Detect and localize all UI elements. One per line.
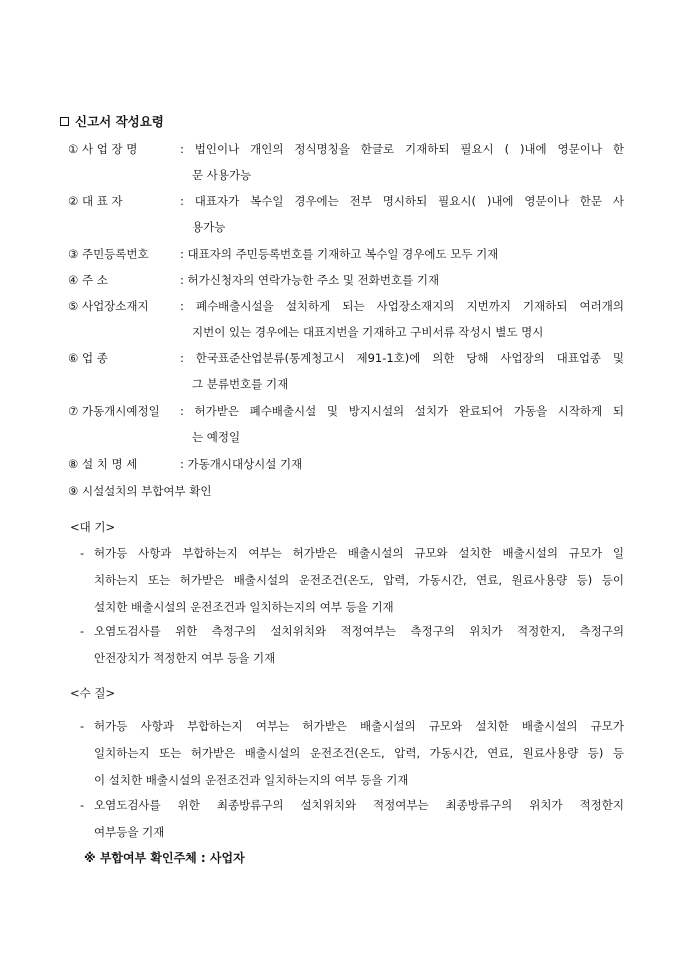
- item-label: ⑥ 업 종: [68, 351, 108, 365]
- item-text-line: 문 사용가능: [192, 168, 252, 182]
- confirmation-note: ※ 부합여부 확인주체 : 사업자: [84, 851, 245, 865]
- item-label: ⑧ 설 치 명 세: [68, 457, 138, 471]
- bullet-line: 설치한 배출시설의 운전조건과 일치하는지의 여부 등을 기재: [94, 600, 394, 614]
- air-bullet: [80, 540, 624, 621]
- section-heading: [60, 112, 164, 130]
- item-text-line: : 가동개시대상시설 기재: [180, 457, 303, 471]
- bullet-dash: -: [80, 546, 85, 560]
- item-text-line: : 허가받은 폐수배출시설 및 방지시설의 설치가 완료되어 가동을 시작하게 되: [180, 404, 624, 418]
- bullet-line: 오염도검사를 위한 측정구의 설치위치와 적정여부는 측정구의 위치가 적정한지, 측정구의: [94, 624, 624, 638]
- item-text-line: 그 분류번호를 기재: [192, 377, 289, 391]
- item-text-line: : 법인이나 개인의 정식명칭을 한글로 기재하되 필요시 ( )내에 영문이나 한: [180, 142, 624, 156]
- bullet-line: 허가등 사항과 부합하는지 여부는 허가받은 배출시설의 규모와 설치한 배출시설의 규모가: [94, 719, 624, 733]
- item-text-line: 용가능: [192, 220, 226, 234]
- bullet-line: 여부등을 기재: [94, 825, 165, 839]
- item-label: ⑤ 사업장소재지: [68, 299, 149, 313]
- bullet-dash: -: [80, 798, 85, 812]
- bullet-dash: -: [80, 624, 85, 638]
- item-text-line: : 한국표준산업분류(통계청고시 제91-1호)에 의한 당해 사업장의 대표업종 및: [180, 351, 624, 365]
- item-label: ② 대 표 자: [68, 194, 123, 208]
- item-text-line: : 대표자의 주민등록번호를 기재하고 복수일 경우에도 모두 기재: [180, 247, 499, 261]
- section-heading-text: 신고서 작성요령: [75, 114, 164, 129]
- item-text-line: 지번이 있는 경우에는 대표지번을 기재하고 구비서류 작성시 별도 명시: [192, 325, 544, 339]
- bullet-line: 안전장치가 적정한지 여부 등을 기재: [94, 651, 276, 665]
- bullet-line: 이 설치한 배출시설의 운전조건과 일치하는지의 여부 등을 기재: [94, 773, 409, 787]
- air-section-header: <대 기>: [70, 520, 116, 534]
- item-label: ① 사 업 장 명: [68, 142, 138, 156]
- item-text-line: : 대표자가 복수일 경우에는 전부 명시하되 필요시( )내에 영문이나 한문 사: [180, 194, 624, 208]
- bullet-line: 치하는지 또는 허가받은 배출시설의 운전조건(온도, 압력, 가동시간, 연료, 원료사용량 등) 등이: [94, 573, 624, 587]
- water-bullet: [80, 792, 624, 846]
- water-section-header: <수 질>: [70, 686, 116, 700]
- item-label: ⑦ 가동개시예정일: [68, 404, 160, 418]
- item-text-line: 는 예정일: [192, 430, 241, 444]
- item-label: ④ 주 소: [68, 273, 108, 287]
- item-conformity-check: ⑨ 시설설치의 부합여부 확인: [68, 484, 212, 498]
- item-text-line: : 폐수배출시설을 설치하게 되는 사업장소재지의 지번까지 기재하되 여러개의: [180, 299, 624, 313]
- item-label: ③ 주민등록번호: [68, 247, 149, 261]
- water-bullet: [80, 713, 624, 794]
- air-bullet: [80, 618, 624, 672]
- bullet-line: 오염도검사를 위한 최종방류구의 설치위치와 적정여부는 최종방류구의 위치가 적정한지: [94, 798, 624, 812]
- square-box-icon: [60, 117, 69, 126]
- bullet-line: 허가등 사항과 부합하는지 여부는 허가받은 배출시설의 규모와 설치한 배출시설의 규모가 일: [94, 546, 624, 560]
- bullet-dash: -: [80, 719, 85, 733]
- bullet-line: 일치하는지 또는 허가받은 배출시설의 운전조건(온도, 압력, 가동시간, 연료, 원료사용량 등) 등: [94, 746, 624, 760]
- item-text-line: : 허가신청자의 연락가능한 주소 및 전화번호를 기재: [180, 273, 440, 287]
